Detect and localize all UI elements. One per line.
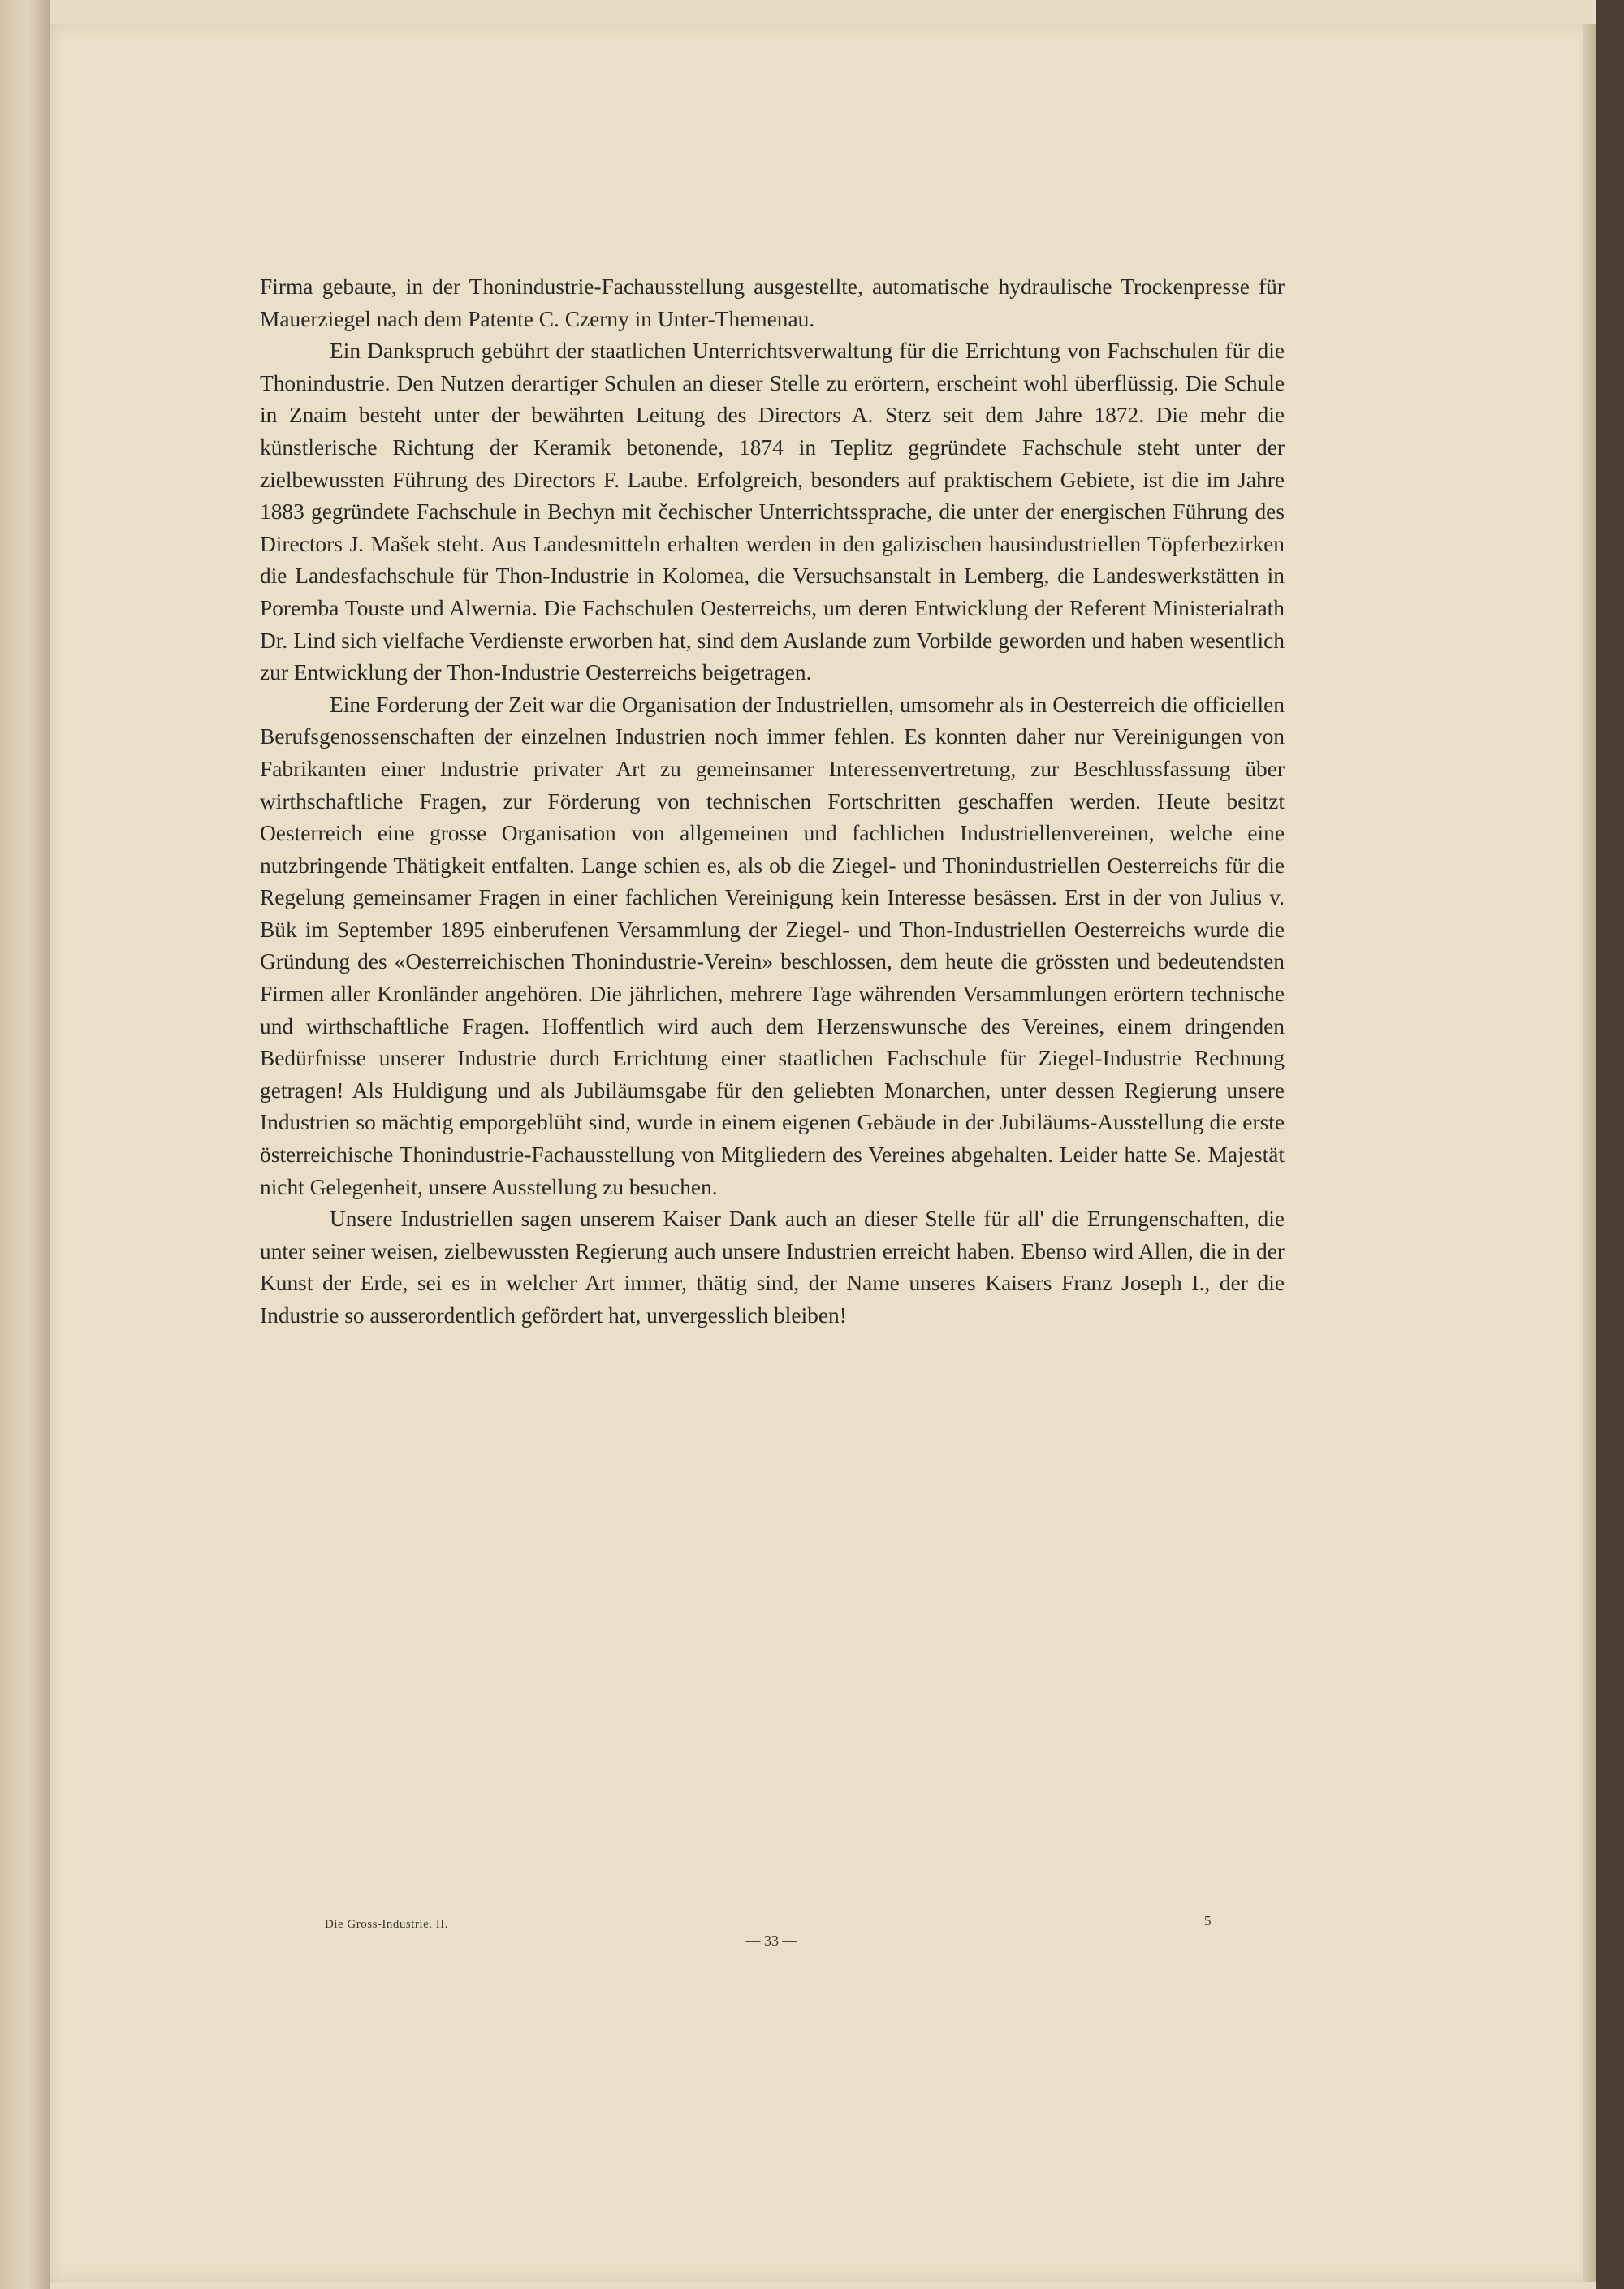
signature-number: 5 <box>1204 1913 1212 1928</box>
body-text <box>260 271 1285 1332</box>
page-number: — 33 — <box>745 1933 797 1949</box>
paragraph-continuation: Firma gebaute, in der Thonindustrie-Fachausstellung ausgestellte, automatische hydraulische Trockenpresse für Mauerziegel nach dem Patente C. Czerny in Unter-Themenau. <box>260 274 1285 331</box>
left-page-edge <box>0 0 50 2289</box>
paragraph-organisation: Eine Forderung der Zeit war die Organisation der Industriellen, umsomehr als in Oesterreich die officiellen Berufsgenossenschaften der einzelnen Industrien noch immer fehlen. Es konnten daher nur Vereinigungen von Fabrikanten einer Industrie privater Art zu gemeinsamer Interessenvertretung, zur Beschlussfassung über wirthschaftliche Fragen, zur Förderung von technischen Fortschritten geschaffen werden. Heute besitzt Oesterreich eine grosse Organisation von allgemeinen und fachlichen Industriellenvereinen, welche eine nutzbringende Thätigkeit entfalten. Lange schien es, als ob die Ziegel- und Thonindustriellen Oesterreichs für die Regelung gemeinsamer Fragen in einer fachlichen Vereinigung kein Interesse besässen. Erst in der von Julius v. Bük im September 1895 einberufenen Versammlung der Ziegel- und Thon-Industriellen Oesterreichs wurde die Gründung des «Oesterreichischen Thonindustrie-Verein» beschlossen, dem heute die grössten und bedeutendsten Firmen aller Kronländer angehören. Die jährlichen, mehrere Tage währenden Versammlungen erörtern technische und wirthschaftliche Fragen. Hoffentlich wird auch dem Herzenswunsche des Vereines, einem dringenden Bedürfnisse unserer Industrie durch Errichtung einer staatlichen Fachschule für Ziegel-Industrie Rechnung getragen! Als Huldigung und als Jubiläumsgabe für den geliebten Monarchen, unter dessen Regierung unsere Industrien so mächtig emporgeblüht sind, wurde in einem eigenen Gebäude in der Jubiläums-Ausstellung die erste österreichische Thonindustrie-Fachausstellung von Mitgliedern des Vereines abgehalten. Leider hatte Se. Majestät nicht Gelegenheit, unsere Ausstellung zu besuchen. <box>260 692 1285 1199</box>
paragraph-dank: Unsere Industriellen sagen unserem Kaiser Dank auch an dieser Stelle für all' die Errungenschaften, die unter seiner weisen, zielbewussten Regierung auch unsere Industrien erreicht haben. Ebenso wird Allen, die in der Kunst der Erde, sei es in welcher Art immer, thätig sind, der Name unseres Kaisers Franz Joseph I., der die Industrie so ausserordentlich gefördert hat, unvergesslich bleiben! <box>260 1207 1285 1328</box>
signature-line: Die Gross-Industrie. II. <box>325 1918 448 1931</box>
right-page-edge <box>1583 24 1596 2282</box>
paragraph-fachschulen: Ein Dankspruch gebührt der staatlichen Unterrichtsverwaltung für die Errichtung von Fachschulen für die Thonindustrie. Den Nutzen derartiger Schulen an dieser Stelle zu erörtern, erscheint wohl überflüssig. Die Schule in Znaim besteht unter der bewährten Leitung des Directors A. Sterz seit dem Jahre 1872. Die mehr die künstlerische Richtung der Keramik betonende, 1874 in Teplitz gegründete Fachschule steht unter der zielbewussten Führung des Directors F. Laube. Erfolgreich, besonders auf praktischem Gebiete, ist die im Jahre 1883 gegründete Fachschule in Bechyn mit čechischer Unterrichtssprache, die unter der energischen Führung des Directors J. Mašek steht. Aus Landesmitteln erhalten werden in den galizischen hausindustriellen Töpferbezirken die Landesfachschule für Thon-Industrie in Kolomea, die Versuchsanstalt in Lemberg, die Landeswerkstätten in Poremba Touste und Alwernia. Die Fachschulen Oesterreichs, um deren Entwicklung der Referent Ministerialrath Dr. Lind sich vielfache Verdienste erworben hat, sind dem Auslande zum Vorbilde geworden und haben wesentlich zur Entwicklung der Thon-Industrie Oesterreichs beigetragen. <box>260 339 1285 685</box>
scan-border <box>1596 0 1624 2289</box>
